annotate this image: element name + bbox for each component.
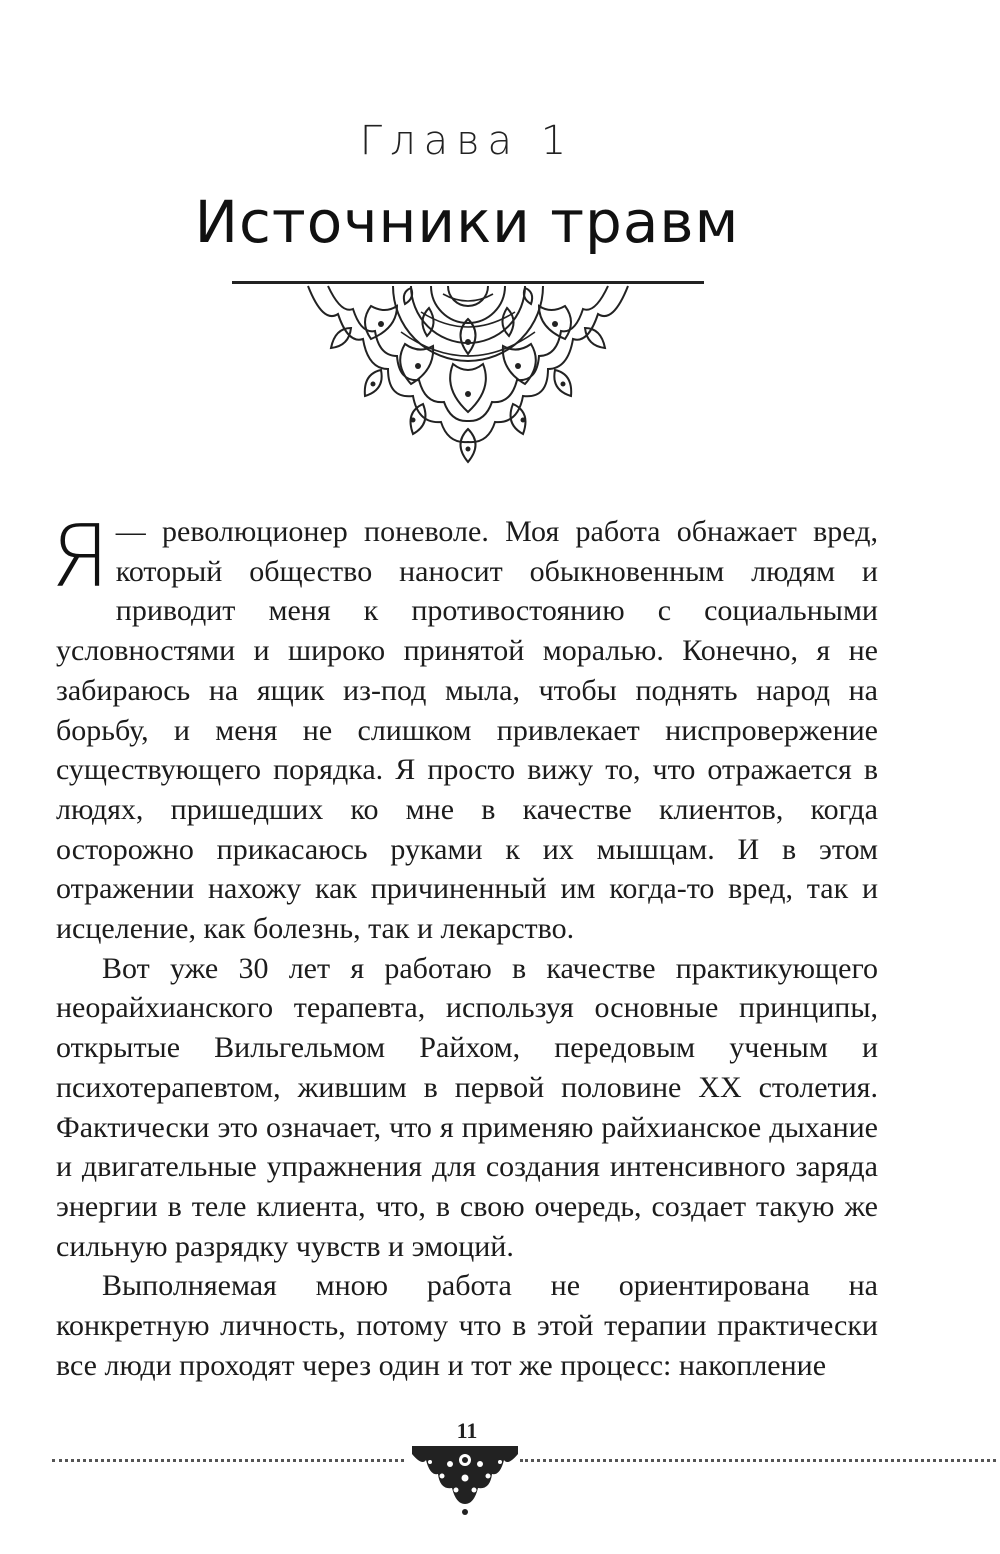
page-number: 11 [456, 1418, 478, 1443]
paragraph-2: Вот уже 30 лет я работаю в качестве практикующего неорайхианского терапевта, используя основные принципы, открытые Вильгельмом Райхом, передовым ученым и психотерапевтом, жившим в первой половине XX столетия. Фактически это означает, что я применяю райхианское дыхание и двигательные упражнения для создания интенсивного заряда энергии в теле клиента, что, в свою очередь, создает такую же сильную разрядку чувств и эмоций. [56, 951, 878, 1263]
paragraph-1 [50, 507, 878, 949]
body-text [50, 507, 878, 1385]
paragraph-3: Выполняемая мною работа не ориентирована на конкретную личность, потому что в этой терапии практически все люди проходят через один и тот же процесс: накопление [56, 1269, 878, 1382]
paragraph-1-text: — революционер поневоле. Моя работа обнажает вред, который обществo наносит обыкновенным людям и приводит меня к противостоянию с социальными условностями и широко принятой моралью. Конечно, я не забираюсь на ящик из-под мыла, чтобы поднять народ на борьбу, и меня не слишком привлекает ниспровержение существующего порядка. Я просто вижу то, что отражается в людях, пришедших ко мне в качестве клиентов, когда осторожно прикасаюсь руками к их мышцам. И в этом отражении нахожу как причиненный им когда-то вред, так и исцеление, как болезнь, так и лекарство. [56, 515, 878, 946]
mandala-ornament-bottom [412, 1446, 518, 1518]
mandala-ornament-top [293, 284, 643, 464]
footer-dotted-rule-right [520, 1459, 996, 1462]
chapter-title: Источники травм [194, 188, 740, 256]
footer-dotted-rule-left [52, 1459, 404, 1462]
drop-cap: Я [50, 507, 110, 607]
chapter-label: Глава 1 [359, 118, 575, 164]
